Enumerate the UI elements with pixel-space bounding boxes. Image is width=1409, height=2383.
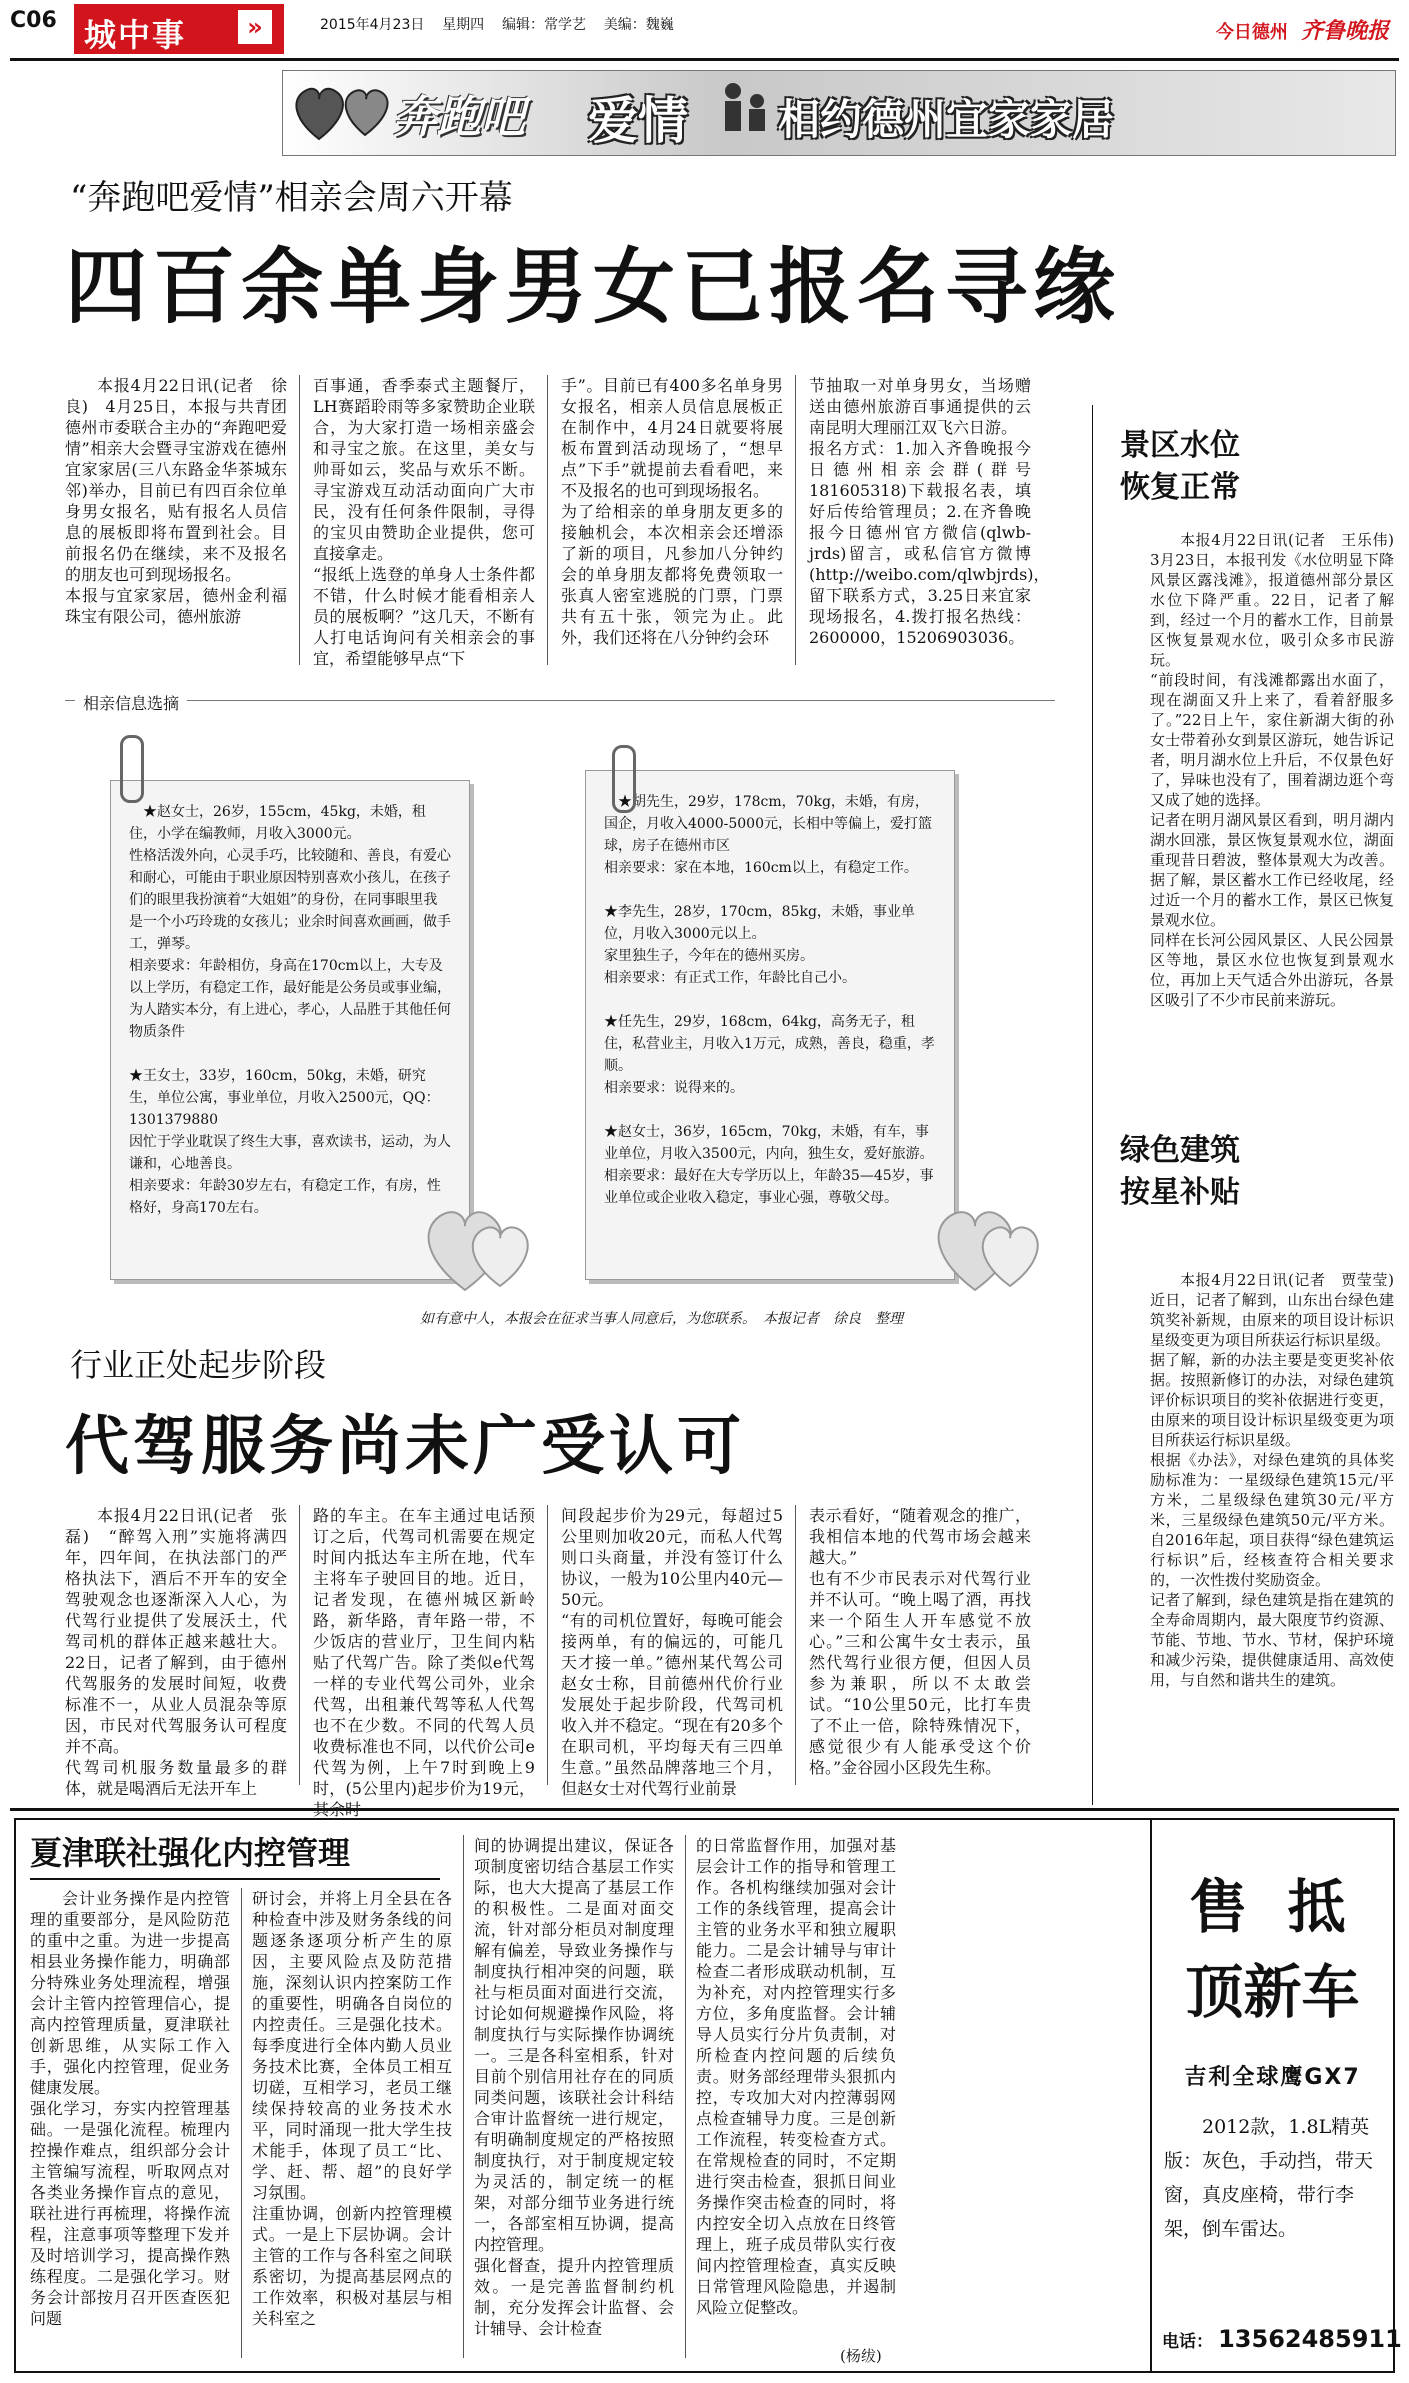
ad-phone-number: 13562485911 bbox=[1218, 2325, 1402, 2353]
article2-col3: 间段起步价为29元，每超过5公里则加收20元，而私人代驾则口头商量，并没有签订什么协议，一般为10公里内40元—50元。 “有的司机位置好，每晚可能会接两单，有的偏远的，可能几天才接一单。”德州某代驾公司赵女士称，目前德州代价行业发展处于起步阶段，代驾司机收入并不稳定。“现在有20多个在职司机，平均每天有三四单生意。”虽然品牌落地三个月，但赵女士对代驾行业前景 bbox=[561, 1506, 783, 1798]
paperclip-icon bbox=[612, 745, 636, 813]
column-divider bbox=[685, 1835, 686, 2358]
sidebar2-title bbox=[1120, 1130, 1240, 1214]
brand-small: 今日德州 bbox=[1215, 22, 1288, 43]
column-divider bbox=[795, 375, 796, 665]
column-divider bbox=[463, 1835, 464, 2358]
chevron-right-icon: » bbox=[238, 10, 272, 44]
article3-col2: 研讨会，并将上月全县在各种检查中涉及财务条线的问题逐条逐项分析产生的原因，主要风险点及防范措施，深刻认识内控案防工作的重要性，明确各自岗位的内控责任。三是强化技术。每季度进行全体内勤人员业务技术比赛，全体员工相互切磋，互相学习，老员工继续保持较高的业务技术水平，同时涌现一批大学生技术能手，体现了员工“比、学、赶、帮、超”的良好学习氛围。 注重协调，创新内控管理模式。一是上下层协调。会计主管的工作与各科室之间联系密切，为提高基层网点的工作效率，积极对基层与相关科室之 bbox=[252, 1889, 452, 2328]
paperclip-icon bbox=[120, 735, 144, 803]
article1-col3: 手”。目前已有400多名单身男女报名，相亲人员信息展板正在制作中，4月24日就要将展板布置到活动现场了，“想早点”下手”就提前去看看吧，来不及报名的也可到现场报名。 为了给相亲的单身朋友更多的接触机会，本次相亲会还增添了新的项目，凡参加八分钟约会的单身朋友都将免费领取一张真人密室逃脱的门票，门票共有五十张，领完为止。此外，我们还将在八分钟约会环 bbox=[561, 376, 783, 647]
article2-headline: 代驾服务尚未广受认可 bbox=[65, 1410, 745, 1484]
sidebar2-title-line2: 按星补贴 bbox=[1120, 1175, 1240, 1210]
article1-headline: 四百余单身男女已报名寻缘 bbox=[65, 240, 1122, 335]
ad-description: 2012款，1.8L精英版：灰色，手动挡，带天窗，真皮座椅，带行李架，倒车雷达。 bbox=[1164, 2116, 1374, 2240]
ad-line2: 顶新车 bbox=[1185, 1958, 1360, 2026]
brand bbox=[1216, 14, 1389, 45]
page-number: C06 bbox=[10, 8, 57, 33]
article1-col1: 本报4月22日讯(记者 徐良) 4月25日，本报与共青团德州市委联合主办的“奔跑吧爱情”相亲大会暨寻宝游戏在德州宜家家居(三八东路金华茶城东邻)举办，目前已有四百余位单身男女报名，贴有报名人员信息的展板即将布置到社会。目前报名仍在继续，来不及报名的朋友也可到现场报名。 本报与宜家家居，德州金利福珠宝有限公司，德州旅游 bbox=[65, 376, 287, 626]
article1-col4: 节抽取一对单身男女，当场赠送由德州旅游百事通提供的云南昆明大理丽江双飞六日游。 报名方式：1.加入齐鲁晚报今日德州相亲会群(群号181605318)下载报名表，填好后传给管理员；2.在齐鲁晚报今日德州官方微信(qlwb-jrds)留言，或私信官方微博(http://weibo.com/qlwbjrds)，留下联系方式，3.25日来宜家现场报名，4.拨打报名热线：2600000，15206903036。 bbox=[809, 376, 1050, 647]
banner-middle: 爱情 bbox=[588, 92, 688, 150]
header-rule bbox=[10, 58, 1399, 61]
editor: 编辑：常学艺 bbox=[501, 17, 586, 33]
issue-date: 2015年4月23日 bbox=[320, 17, 425, 33]
banner-right: 相约德州宜家家居 bbox=[778, 95, 1115, 144]
ad-line1: 售 抵 bbox=[1189, 1873, 1356, 1941]
designer: 美编：魏巍 bbox=[603, 17, 674, 33]
heart-icon bbox=[930, 1190, 1050, 1300]
banner bbox=[282, 70, 1396, 156]
profile-card-left bbox=[110, 780, 470, 1280]
article3-headline: 夏津联社强化内控管理 bbox=[30, 1834, 351, 1872]
sidebar2-body: 本报4月22日讯(记者 贾莹莹) 近日，记者了解到，山东出台绿色建筑奖补新规，由原来的项目设计标识星级变更为项目所获运行标识星级。 据了解，新的办法主要是变更奖补依据。按照新修订的办法，对绿色建筑评价标识项目的奖补依据进行变更，由原来的项目设计标识星级变更为项目所获运行标识星级。 根据《办法》，对绿色建筑的具体奖励标准为：一星级绿色建筑15元/平方米，二星级绿色建筑30元/平方米，三星级绿色建筑50元/平方米。自2016年起，项目获得“绿色建筑运行标识”后，经核查符合相关要求的，一次性拨付奖励资金。 记者了解到，绿色建筑是指在建筑的全寿命周期内，最大限度节约资源、节能、节地、节水、节材，保护环境和减少污染，提供健康适用、高效使用，与自然和谐共生的建筑。 bbox=[1150, 1271, 1394, 1689]
column-divider bbox=[241, 1888, 242, 2358]
section-rule bbox=[10, 1808, 1399, 1811]
hearts-icon bbox=[289, 77, 409, 149]
profiles-label-text: 相亲信息选摘 bbox=[75, 691, 187, 714]
article3-col3: 间的协调提出建议，保证各项制度密切结合基层工作实际，也大大提高了基层工作的积极性。二是面对面交流，针对部分柜员对制度理解有偏差，导致业务操作与制度执行相冲突的问题，联社与柜员面对面进行交流，讨论如何规避操作风险，将制度执行与实际操作协调统一。三是各科室相系，针对目前个别信用社存在的同质同类问题，该联社会计科结合审计监督统一进行规定，有明确制度规定的严格按照制度执行，对于制度规定较为灵活的，制定统一的框架，对部分细节业务进行统一，各部室相互协调，提高内控管理。 强化督查，提升内控管理质效。一是完善监督制约机制，充分发挥会计监督、会计辅导、会计检查 bbox=[474, 1836, 674, 2338]
column-divider bbox=[547, 375, 548, 665]
article1-col2: 百事通，香季泰式主题餐厅，LH赛蹈聆雨等多家赞助企业联合，为大家打造一场相亲盛会和寻宝之旅。在这里，美女与帅哥如云，奖品与欢乐不断。寻宝游戏互动活动面向广大市民，没有任何条件限制，寻得的宝贝由赞助企业提供，您可直接拿走。 “报纸上选登的单身人士条件都不错，什么时候才能看相亲人员的展板啊？”这几天，不断有人打电话询问有关相亲会的事宜，希望能够早点“下 bbox=[313, 376, 535, 668]
couple-icon bbox=[713, 79, 773, 151]
column-divider bbox=[795, 1505, 796, 1785]
column-divider bbox=[299, 375, 300, 665]
sidebar1-title bbox=[1120, 425, 1240, 509]
ad-phone-label: 电话： bbox=[1162, 2332, 1213, 2352]
profile-card-right-text: ★胡先生，29岁，178cm，70kg，未婚，有房，国企，月收入4000-5000元，长相中等偏上，爱打篮球，房子在德州市区 相亲要求：家在本地，160cm以上，有稳定工作。 ★李先生，28岁，170cm，85kg，未婚，事业单位，月收入3000元以上。 家里独生子，今年在的德州买房。 相亲要求：有正式工作，年龄比自己小。 ★任先生，29岁，168cm，64kg，高务无子，租住，私营业主，月收入1万元，成熟，善良，稳重，孝顺。 相亲要求：说得来的。 ★赵女士，36岁，165cm，70kg，未婚，有车，事业单位，月收入3500元，内向，独生女，爱好旅游。 相亲要求：最好在大专学历以上，年龄35—45岁，事业单位或企业收入稳定，事业心强，尊敬父母。 bbox=[604, 794, 935, 1206]
ad-model: 吉利全球鹰GX7 bbox=[1184, 2065, 1361, 2090]
sidebar-divider bbox=[1092, 405, 1093, 1805]
heart-icon bbox=[420, 1190, 540, 1300]
article3-col4: 的日常监督作用，加强对基层会计工作的指导和管理工作。各机构继续加强对会计工作的条线管理，提高会计主管的业务水平和独立履职能力。二是会计辅导与审计检查二者形成联动机制，互为补充，对内控管理实行多方位，多角度监督。会计辅导人员实行分片负责制，对所检查内控问题的后续负责。财务部经理带头狠抓内控，专攻加大对内控薄弱网点检查辅导力度。三是创新工作流程，转变检查方式。在常规检查的同时，不定期进行突击检查，狠抓日间业务操作突击检查的同时，将内控安全切入点放在日终管理上，班子成员带队实行夜间内控管理检查，真实反映日常管理风险隐患，并遏制风险立促整改。 bbox=[696, 1836, 896, 2317]
article2-kicker: 行业正处起步阶段 bbox=[70, 1346, 327, 1384]
sidebar1-body: 本报4月22日讯(记者 王乐伟) 3月23日，本报刊发《水位明显下降 风景区露浅滩》，报道德州部分景区水位下降严重。22日，记者了解到，经过一个月的蓄水工作，目前景区恢复景观水位，吸引众多市民游玩。 “前段时间，有浅滩都露出水面了，现在湖面又升上来了，看着舒服多了。”22日上午，家住新湖大街的孙女士带着孙女到景区游玩，她告诉记者，明月湖水位上升后，不仅景色好了，异味也没有了，围着湖边逛个弯又成了她的选择。 记者在明月湖风景区看到，明月湖内湖水回涨，景区恢复景观水位，湖面重现昔日碧波，整体景观大为改善。据了解，景区蓄水工作已经收尾，经过近一个月的蓄水工作，景区已恢复景观水位。 同样在长河公园风景区、人民公园景区等地，景区水位也恢复到景观水位，再加上天气适合外出游玩，各景区吸引了不少市民前来游玩。 bbox=[1150, 531, 1394, 1009]
sidebar2-title-line1: 绿色建筑 bbox=[1120, 1133, 1240, 1168]
profiles-label bbox=[65, 694, 1055, 713]
column-divider bbox=[299, 1505, 300, 1785]
sidebar1-title-line1: 景区水位 bbox=[1120, 428, 1240, 463]
car-ad bbox=[1150, 1818, 1402, 2373]
section-tag bbox=[74, 4, 284, 54]
ad-phone bbox=[1162, 2325, 1402, 2353]
article3-headline-rule bbox=[30, 1878, 440, 1880]
issue-weekday: 星期四 bbox=[442, 17, 485, 33]
sidebar1-title-line2: 恢复正常 bbox=[1120, 470, 1240, 505]
article2-col1: 本报4月22日讯(记者 张磊) “醉驾入刑”实施将满四年，四年间，在执法部门的严格执法下，酒后不开车的安全驾驶观念也逐渐深入人心，为代驾行业提供了发展沃土，代驾司机的群体正越来越壮大。22日，记者了解到，由于德州代驾服务的发展时间短，收费标准不一，从业人员混杂等原因，市民对代驾服务认可程度并不高。 代驾司机服务数量最多的群体，就是喝酒后无法开车上 bbox=[65, 1506, 287, 1798]
profiles-note: 如有意中人，本报会在征求当事人同意后，为您联系。 本报记者 徐良 整理 bbox=[420, 1311, 903, 1327]
article3-col1: 会计业务操作是内控管理的重要部分，是风险防范的重中之重。为进一步提高相县业务操作能力，明确部分特殊业务处理流程，增强会计主管内控管理信心，提高内控管理质量，夏津联社创新思维，从实际工作入手，强化内控管理，促业务健康发展。 强化学习，夯实内控管理基础。一是强化流程。梳理内控操作难点，组织部分会计主管编写流程，听取网点对各类业务操作盲点的意见，联社进行再梳理，将操作流程，注意事项等整理下发并及时培训学习，提高操作熟练程度。二是强化学习。财务会计部按月召开医查医犯问题 bbox=[30, 1889, 230, 2328]
brand-large: 齐鲁晚报 bbox=[1300, 18, 1389, 44]
article1-kicker: “奔跑吧爱情”相亲会周六开幕 bbox=[70, 178, 513, 218]
article3-author: (杨绂) bbox=[840, 2347, 882, 2365]
banner-left: 奔跑吧 bbox=[393, 92, 525, 143]
issue-info bbox=[320, 14, 674, 34]
profile-card-right bbox=[585, 770, 955, 1280]
column-divider bbox=[547, 1505, 548, 1785]
profile-card-left-text: ★赵女士，26岁，155cm，45kg，未婚，租住，小学在编教师，月收入3000元。 性格活泼外向，心灵手巧，比较随和、善良，有爱心和耐心，可能由于职业原因特别喜欢小孩儿，在孩子们的眼里我扮演着“大姐姐”的身份，在同事眼里我是一个小巧玲珑的女孩儿；业余时间喜欢画画，做手工，弹琴。 相亲要求：年龄相仿，身高在170cm以上，大专及以上学历，有稳定工作，最好能是公务员或事业编，为人踏实本分，有上进心，孝心，人品胜于其他任何物质条件 ★王女士，33岁，160cm，50kg，未婚，研究生，单位公寓，事业单位，月收入2500元，QQ：1301379880 因忙于学业耽误了终生大事，喜欢读书，运动，为人谦和，心地善良。 相亲要求：年龄30岁左右，有稳定工作，有房，性格好，身高170左右。 bbox=[129, 804, 451, 1216]
article2-col4: 表示看好，“随着观念的推广，我相信本地的代驾市场会越来越大。” 也有不少市民表示对代驾行业并不认可。“晚上喝了酒，再找来一个陌生人开车感觉不放心。”三和公寓牛女士表示，虽然代驾行业很方便，但因人员参为兼职，所以不太敢尝试。“10公里50元，比打车贵了不止一倍，除特殊情况下，感觉很少有人能承受这个价格。”金谷园小区段先生称。 bbox=[809, 1506, 1031, 1777]
section-name: 城中事 bbox=[84, 16, 187, 54]
article2-col2: 路的车主。在车主通过电话预订之后，代驾司机需要在规定时间内抵达车主所在地，代车主将车子驶回目的地。近日，记者发现，在德州城区新岭路，新华路，青年路一带，不少饭店的营业厅，卫生间内粘贴了代驾广告。除了类似e代驾一样的专业代驾公司外，业余代驾，出租兼代驾等私人代驾也不在少数。不同的代驾人员收费标准也不同，以代价公司e代驾为例，上午7时到晚上9时，(5公里内)起步价为19元， bbox=[313, 1506, 535, 1798]
